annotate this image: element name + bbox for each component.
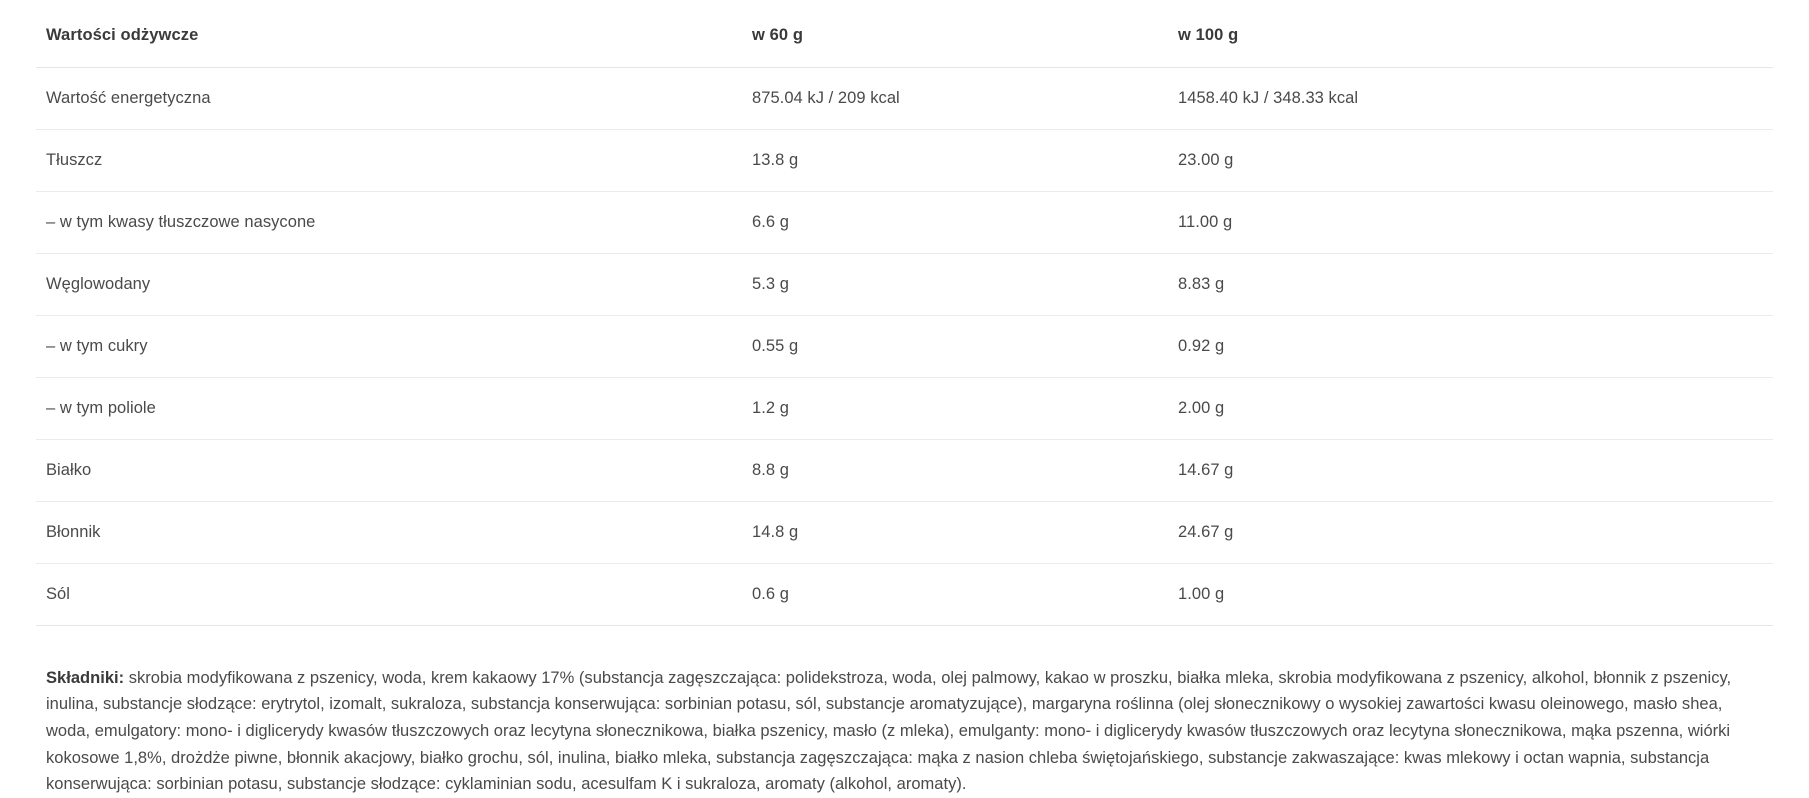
value-per-60g: 0.55 g xyxy=(752,316,1178,378)
nutrient-name: – w tym kwasy tłuszczowe nasycone xyxy=(36,192,752,254)
table-row xyxy=(36,316,1773,378)
value-per-100g: 11.00 g xyxy=(1178,192,1773,254)
table-header xyxy=(36,26,1773,68)
value-per-100g: 1458.40 kJ / 348.33 kcal xyxy=(1178,68,1773,130)
nutrition-table xyxy=(36,26,1773,626)
column-header-nutrient: Wartości odżywcze xyxy=(36,26,752,68)
nutrient-name: Sól xyxy=(36,564,752,626)
ingredients-paragraph xyxy=(36,643,1773,798)
ingredients-label: Składniki: xyxy=(46,669,124,687)
nutrient-name: – w tym poliole xyxy=(36,378,752,440)
table-row xyxy=(36,130,1773,192)
table-header-row xyxy=(36,26,1773,68)
table-row xyxy=(36,564,1773,626)
table-row xyxy=(36,192,1773,254)
value-per-60g: 6.6 g xyxy=(752,192,1178,254)
value-per-60g: 1.2 g xyxy=(752,378,1178,440)
value-per-60g: 0.6 g xyxy=(752,564,1178,626)
table-row xyxy=(36,502,1773,564)
value-per-100g: 1.00 g xyxy=(1178,564,1773,626)
nutrient-name: Białko xyxy=(36,440,752,502)
value-per-60g: 8.8 g xyxy=(752,440,1178,502)
value-per-60g: 14.8 g xyxy=(752,502,1178,564)
value-per-60g: 875.04 kJ / 209 kcal xyxy=(752,68,1178,130)
value-per-100g: 2.00 g xyxy=(1178,378,1773,440)
nutrient-name: Węglowodany xyxy=(36,254,752,316)
value-per-100g: 23.00 g xyxy=(1178,130,1773,192)
column-header-per-100g: w 100 g xyxy=(1178,26,1773,68)
value-per-60g: 5.3 g xyxy=(752,254,1178,316)
nutrient-name: Tłuszcz xyxy=(36,130,752,192)
ingredients-text: skrobia modyfikowana z pszenicy, woda, krem kakaowy 17% (substancja zagęszczająca: polidekstroza, woda, olej palmowy, kakao w proszku, białka mleka, skrobia modyfikowana z pszenicy, alkohol, błonnik z pszenicy, inulina, substancje słodzące: erytrytol, izomalt, sukraloza, substancja konserwująca: sorbinian potasu, sól, substancje aromatyzujące), margaryna roślinna (olej słonecznikowy o wysokiej zawartości kwasu oleinowego, masło shea, woda, emulgatory: mono- i diglicerydy kwasów tłuszczowych oraz lecytyna słonecznikowa, białka pszenicy, masło (z mleka), emulganty: mono- i diglicerydy kwasów tłuszczowych oraz lecytyna słonecznikowa, mąka pszenna, wiórki kokosowe 1,8%, drożdże piwne, błonnik akacjowy, białko grochu, sól, inulina, białko mleka, substancja zagęszczająca: mąka z nasion chleba świętojańskiego, substancje zakwaszające: kwas mlekowy i octan wapnia, substancja konserwująca: sorbinian potasu, substancje słodzące: cyklaminian sodu, acesulfam K i sukraloza, aromaty (alkohol, aromaty). xyxy=(46,669,1731,794)
column-header-per-60g: w 60 g xyxy=(752,26,1178,68)
table-row xyxy=(36,254,1773,316)
value-per-100g: 14.67 g xyxy=(1178,440,1773,502)
nutrient-name: Błonnik xyxy=(36,502,752,564)
value-per-100g: 8.83 g xyxy=(1178,254,1773,316)
table-row xyxy=(36,68,1773,130)
nutrient-name: Wartość energetyczna xyxy=(36,68,752,130)
nutrient-name: – w tym cukry xyxy=(36,316,752,378)
table-row xyxy=(36,378,1773,440)
value-per-100g: 0.92 g xyxy=(1178,316,1773,378)
table-body xyxy=(36,68,1773,626)
table-row xyxy=(36,440,1773,502)
value-per-60g: 13.8 g xyxy=(752,130,1178,192)
value-per-100g: 24.67 g xyxy=(1178,502,1773,564)
